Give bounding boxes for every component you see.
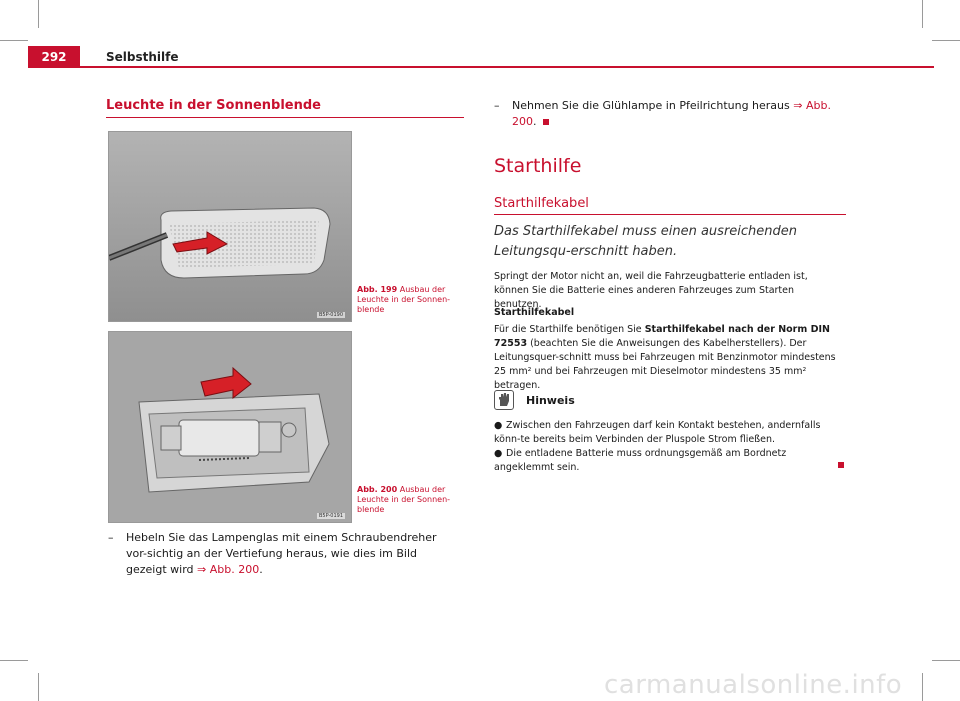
- bullet-text: Zwischen den Fahrzeugen darf kein Kontakt bestehen, andernfalls könn-te bereits beim Verbinden der Pluspole Strom fließen.: [494, 420, 821, 445]
- caption-number: Abb. 199: [357, 285, 398, 294]
- paragraph-text: Für die Starthilfe benötigen Sie: [494, 324, 642, 335]
- paragraph: [494, 323, 846, 393]
- paragraph: Springt der Motor nicht an, weil die Fahrzeugbatterie entladen ist, können Sie die Batterie eines anderen Fahrzeuges zum Starten benutzen.: [494, 271, 808, 310]
- step-suffix: .: [259, 563, 263, 576]
- figure-code: B5P-0190: [318, 312, 343, 318]
- subheading-starthilfekabel: Starthilfekabel: [494, 196, 589, 211]
- step-text: Hebeln Sie das Lampenglas mit einem Schraubendreher vor-sichtig an der Vertiefung heraus, wie dies im Bild gezeigt wird: [126, 531, 437, 576]
- figure-reference-link[interactable]: ⇒ Abb. 200: [512, 99, 831, 128]
- section-title: Leuchte in der Sonnenblende: [106, 98, 322, 113]
- subheading-rule: [494, 214, 846, 215]
- figure-reference-link[interactable]: ⇒ Abb. 200: [197, 563, 260, 576]
- heading-starthilfe: Starthilfe: [494, 155, 582, 177]
- crop-mark: [932, 660, 960, 661]
- hand-note-icon: [494, 390, 514, 410]
- figure-code: B5P-0191: [318, 513, 343, 519]
- section-end-mark: [543, 119, 549, 125]
- paragraph-text: (beachten Sie die Anweisungen des Kabelherstellers). Der Leitungsquer-schnitt muss bei Fahrzeugen mit Benzinmotor mindestens 25 mm² und bei Fahrzeugen mit Dieselmotor mindestens 35 mm² betragen.: [494, 338, 836, 391]
- figure-bulb-removal: [108, 331, 352, 523]
- watermark: carmanualsonline.info: [604, 670, 903, 700]
- step-text-wrap: [512, 98, 854, 130]
- paragraph-label: Starthilfekabel: [494, 307, 575, 318]
- intro-text: Das Starthilfekabel muss einen ausreichenden Leitungsqu-erschnitt haben.: [494, 224, 798, 259]
- caption-text: Ausbau der Leuchte in der Sonnen-blende: [357, 485, 451, 514]
- paragraph-bold: Starthilfekabel nach der Norm DIN 72553: [494, 324, 830, 349]
- step-text: Nehmen Sie die Glühlampe in Pfeilrichtung heraus: [512, 99, 790, 112]
- note-title: Hinweis: [526, 393, 575, 407]
- hand-note-icon-glyph: [495, 391, 513, 409]
- crop-mark: [0, 660, 28, 661]
- caption-text: Ausbau der Leuchte in der Sonnen-blende: [357, 285, 451, 314]
- crop-mark: [932, 40, 960, 41]
- crop-mark: [38, 673, 39, 701]
- crop-mark: [38, 0, 39, 28]
- bulb-housing-illustration: [109, 332, 351, 522]
- note-header: [494, 390, 575, 410]
- chapter-title: Selbsthilfe: [106, 50, 179, 64]
- list-item: [494, 419, 846, 447]
- step-dash: –: [494, 99, 500, 112]
- section-end-mark: [838, 462, 844, 468]
- step-suffix: .: [533, 115, 537, 128]
- bullet-text: Die entladene Batterie muss ordnungsgemäß am Bordnetz angeklemmt sein.: [494, 448, 787, 473]
- caption-number: Abb. 200: [357, 485, 398, 494]
- bullet-symbol: ●: [494, 448, 503, 459]
- list-item: [494, 447, 846, 475]
- header-rule: [28, 66, 934, 68]
- instruction-step: [494, 98, 854, 130]
- instruction-step: [108, 530, 458, 578]
- step-text-wrap: [126, 530, 458, 578]
- crop-mark: [922, 673, 923, 701]
- bullet-symbol: ●: [494, 420, 503, 431]
- figure-sunvisor-light-removal: [108, 131, 352, 322]
- crop-mark: [922, 0, 923, 28]
- figure-caption: [357, 285, 457, 315]
- page-number: 292: [28, 46, 80, 68]
- sunvisor-light-illustration: [109, 132, 351, 321]
- step-dash: –: [108, 531, 114, 544]
- figure-caption: [357, 485, 457, 515]
- section-rule: [106, 117, 464, 118]
- crop-mark: [0, 40, 28, 41]
